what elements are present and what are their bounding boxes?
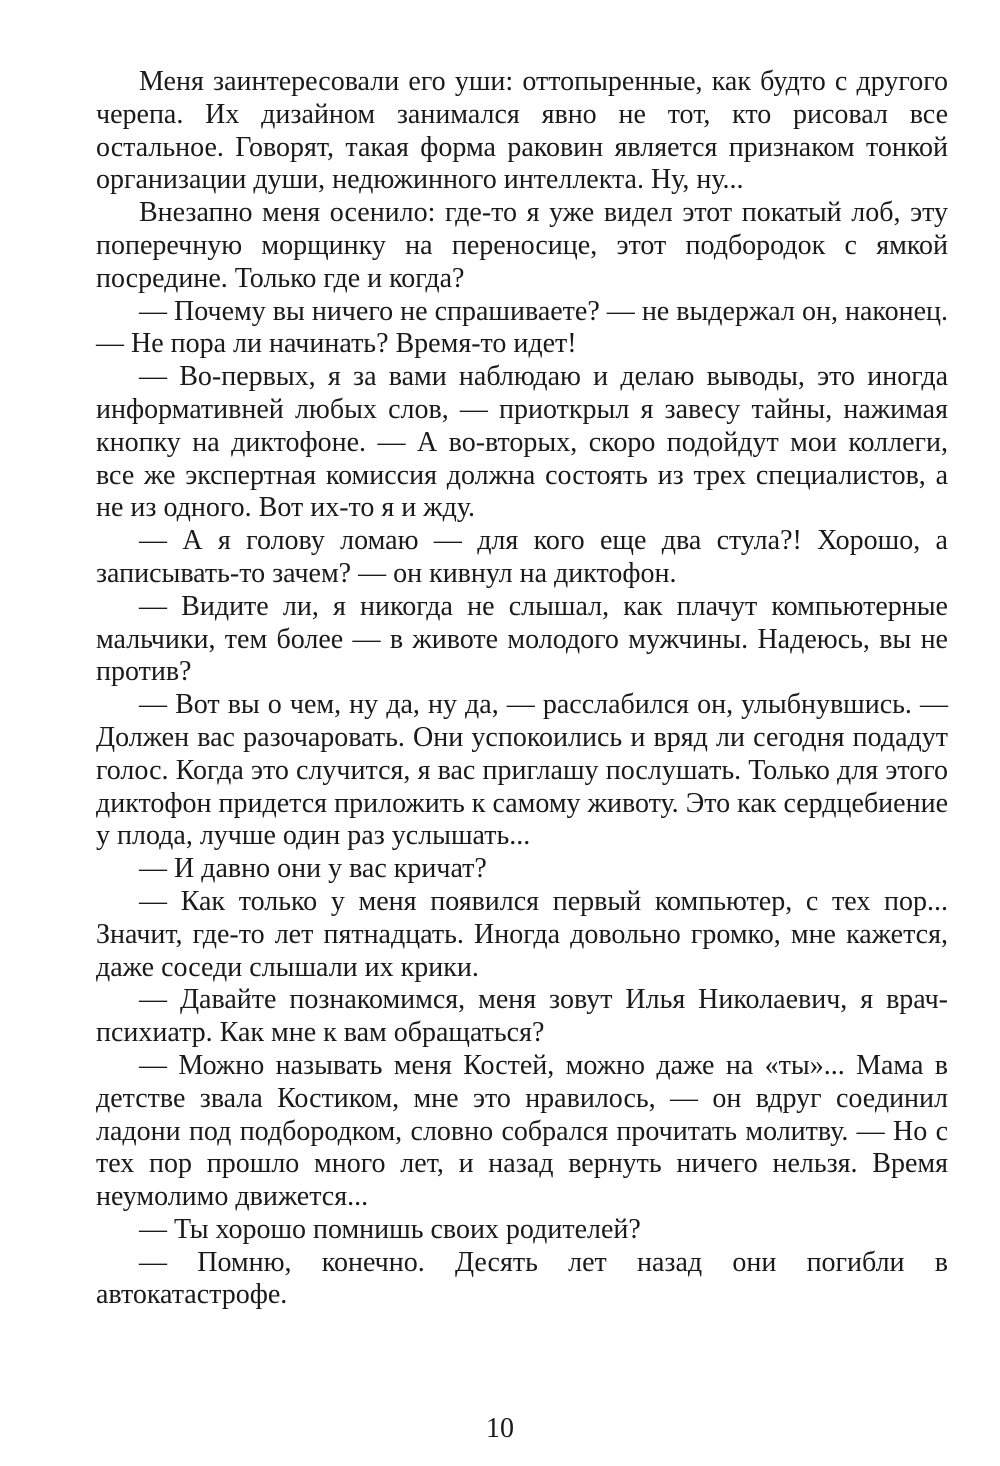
- paragraph-dialogue: — А я голову ломаю — для кого еще два стула?! Хорошо, а записывать-то зачем? — он кивнул на диктофон.: [96, 525, 948, 589]
- paragraph-dialogue: — Ты хорошо помнишь своих родителей?: [139, 1213, 641, 1245]
- paragraph-recognition: Внезапно меня осенило: где-то я уже видел этот покатый лоб, эту поперечную морщинку на переносице, этот подбородок с ямкой посредине. Только где и когда?: [96, 197, 948, 294]
- paragraph-dialogue: — Видите ли, я никогда не слышал, как плачут компьютерные мальчики, тем более — в животе молодого мужчины. Надеюсь, вы не против?: [96, 590, 948, 688]
- paragraph-dialogue: — Можно называть меня Костей, можно даже на «ты»... Мама в детстве звала Костиком, мне это нравилось, — он вдруг соединил ладони под подбородком, словно собрался прочитать молитву. — Но с тех пор прошло много лет, и назад вернуть ничего нельзя. Время неумолимо движется...: [96, 1049, 948, 1213]
- page-number: 10: [486, 1413, 514, 1444]
- page-body: [96, 66, 948, 1312]
- paragraph-dialogue: — Почему вы ничего не спрашиваете? — не выдержал он, наконец. — Не пора ли начинать? Время-то идет!: [96, 295, 948, 360]
- paragraph-dialogue: — Как только у меня появился первый компьютер, с тех пор... Значит, где-то лет пятнадцать. Иногда довольно громко, мне кажется, даже соседи слышали их крики.: [96, 885, 948, 983]
- paragraph-dialogue: — Помню, конечно. Десять лет назад они погибли в автокатастрофе.: [96, 1246, 948, 1311]
- paragraph-dialogue: — Во-первых, я за вами наблюдаю и делаю выводы, это иногда информативней любых слов, — приоткрыл я завесу тайны, нажимая кнопку на диктофоне. — А во-вторых, скоро подойдут мои коллеги, все же экспертная комиссия должна состоять из трех специалистов, а не из одного. Вот их-то я и жду.: [96, 361, 948, 524]
- paragraph-dialogue: — Давайте познакомимся, меня зовут Илья Николаевич, я врач-психиатр. Как мне к вам обращаться?: [96, 984, 948, 1049]
- paragraph-dialogue: — Вот вы о чем, ну да, ну да, — расслабился он, улыбнувшись. — Должен вас разочаровать. Они успокоились и вряд ли сегодня подадут голос. Когда это случится, я вас приглашу послушать. Только для этого диктофон придется приложить к самому животу. Это как сердцебиение у плода, лучше один раз услышать...: [96, 689, 948, 852]
- paragraph-dialogue: — И давно они у вас кричат?: [139, 853, 487, 885]
- paragraph-ears: Меня заинтересовали его уши: оттопыренные, как будто с другого черепа. Их дизайном занимался явно не тот, кто рисовал все остальное. Говорят, такая форма раковин является признаком тонкой организации души, недюжинного интеллекта. Ну, ну...: [96, 66, 948, 196]
